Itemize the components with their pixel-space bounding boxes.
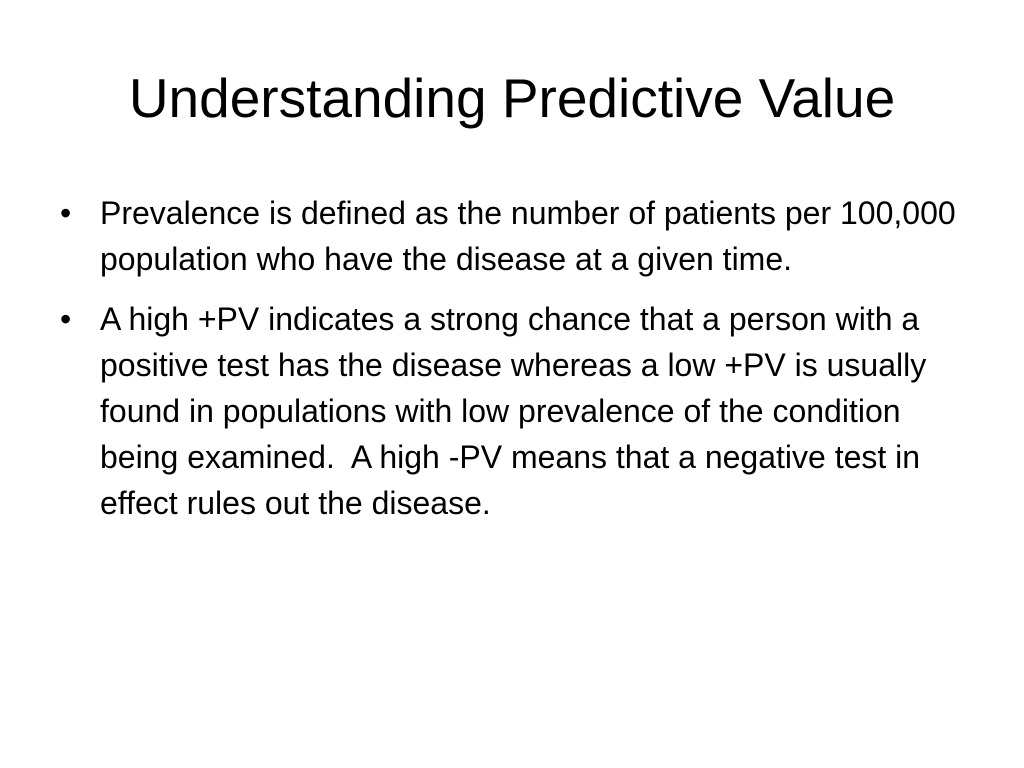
bullet-dot-icon: •	[60, 195, 72, 231]
slide-title: Understanding Predictive Value	[128, 67, 896, 129]
bullet-item-predictive-value	[60, 296, 960, 526]
bullet-text: Prevalence is defined as the number of patients per 100,000 population who have the disease at a given time.	[100, 195, 965, 277]
bullet-item-prevalence	[60, 190, 965, 282]
bullet-dot-icon: •	[60, 301, 72, 337]
bullet-list	[60, 190, 965, 540]
bullet-text: A high +PV indicates a strong chance that a person with a positive test has the disease whereas a low +PV is usually found in populations with low prevalence of the condition being examined. A high -PV means that a negative test in effect rules out the disease.	[100, 301, 936, 521]
